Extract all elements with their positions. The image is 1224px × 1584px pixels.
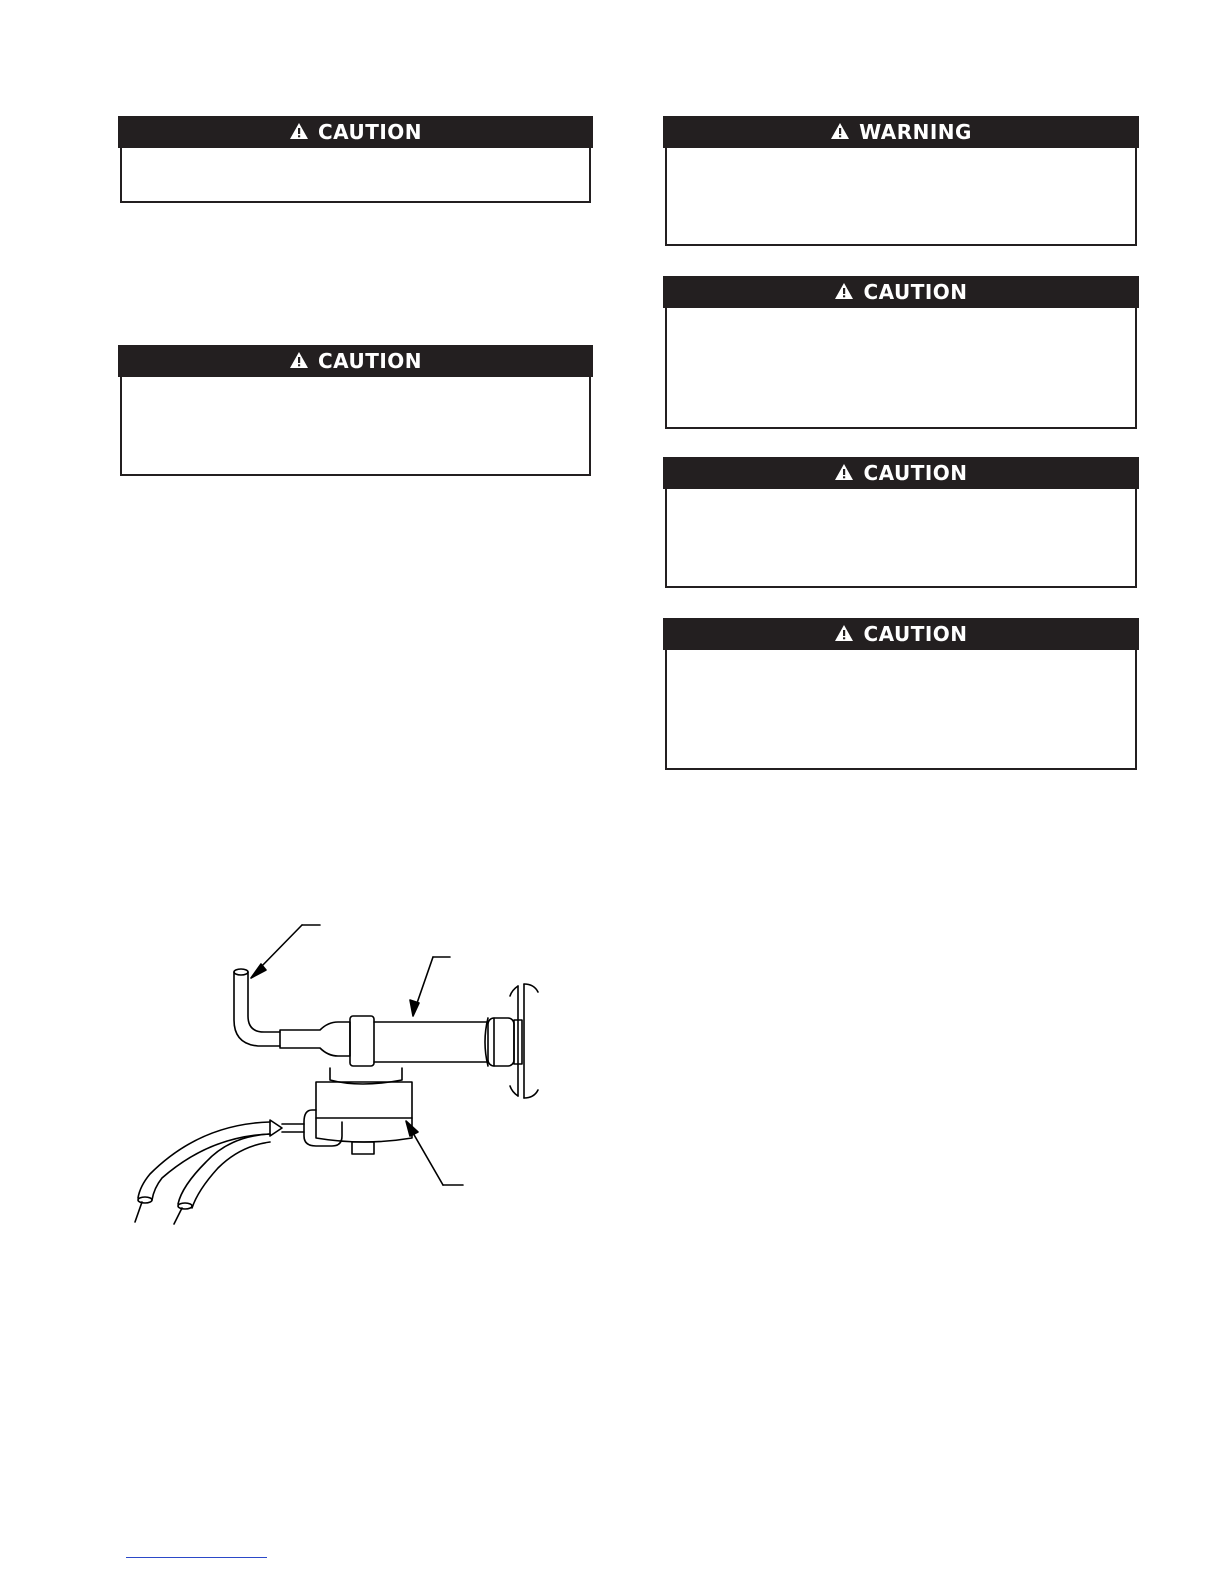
solenoid-coil (316, 1068, 412, 1154)
coupling (280, 1016, 374, 1066)
warning-triangle-icon (289, 351, 309, 369)
callout-leader-bottom (406, 1121, 463, 1185)
lead-wires (135, 1122, 270, 1224)
caution-body (665, 650, 1137, 770)
caution-box-5 (663, 618, 1139, 770)
caution-box-1 (118, 116, 593, 203)
caution-body (665, 489, 1137, 588)
caution-body (120, 377, 591, 476)
caution-label: CAUTION (317, 349, 423, 373)
caution-box-3 (663, 276, 1139, 429)
caution-label: CAUTION (863, 280, 968, 304)
valve-assembly-figure (120, 910, 560, 1230)
warning-box-1 (663, 116, 1139, 246)
caution-box-4 (663, 457, 1139, 588)
caution-body (665, 308, 1137, 429)
warning-triangle-icon (289, 122, 309, 140)
caution-label: CAUTION (863, 461, 968, 485)
caution-header (663, 457, 1139, 489)
warning-triangle-icon (834, 463, 854, 481)
warning-header (663, 116, 1139, 148)
caution-header (663, 618, 1139, 650)
footer-rule (126, 1557, 267, 1558)
warning-body (665, 148, 1137, 246)
caution-body (120, 148, 591, 203)
warning-triangle-icon (834, 624, 854, 642)
warning-label: WARNING (859, 120, 972, 144)
callout-leader-tube (410, 957, 450, 1016)
caution-label: CAUTION (317, 120, 423, 144)
warning-triangle-icon (830, 122, 850, 140)
caution-box-2 (118, 345, 593, 476)
caution-header (118, 116, 593, 148)
warning-triangle-icon (834, 282, 854, 300)
caution-label: CAUTION (863, 622, 968, 646)
main-tube (374, 1018, 522, 1066)
bent-tube (234, 969, 280, 1046)
caution-header (663, 276, 1139, 308)
caution-header (118, 345, 593, 377)
callout-leader-top (251, 925, 320, 978)
